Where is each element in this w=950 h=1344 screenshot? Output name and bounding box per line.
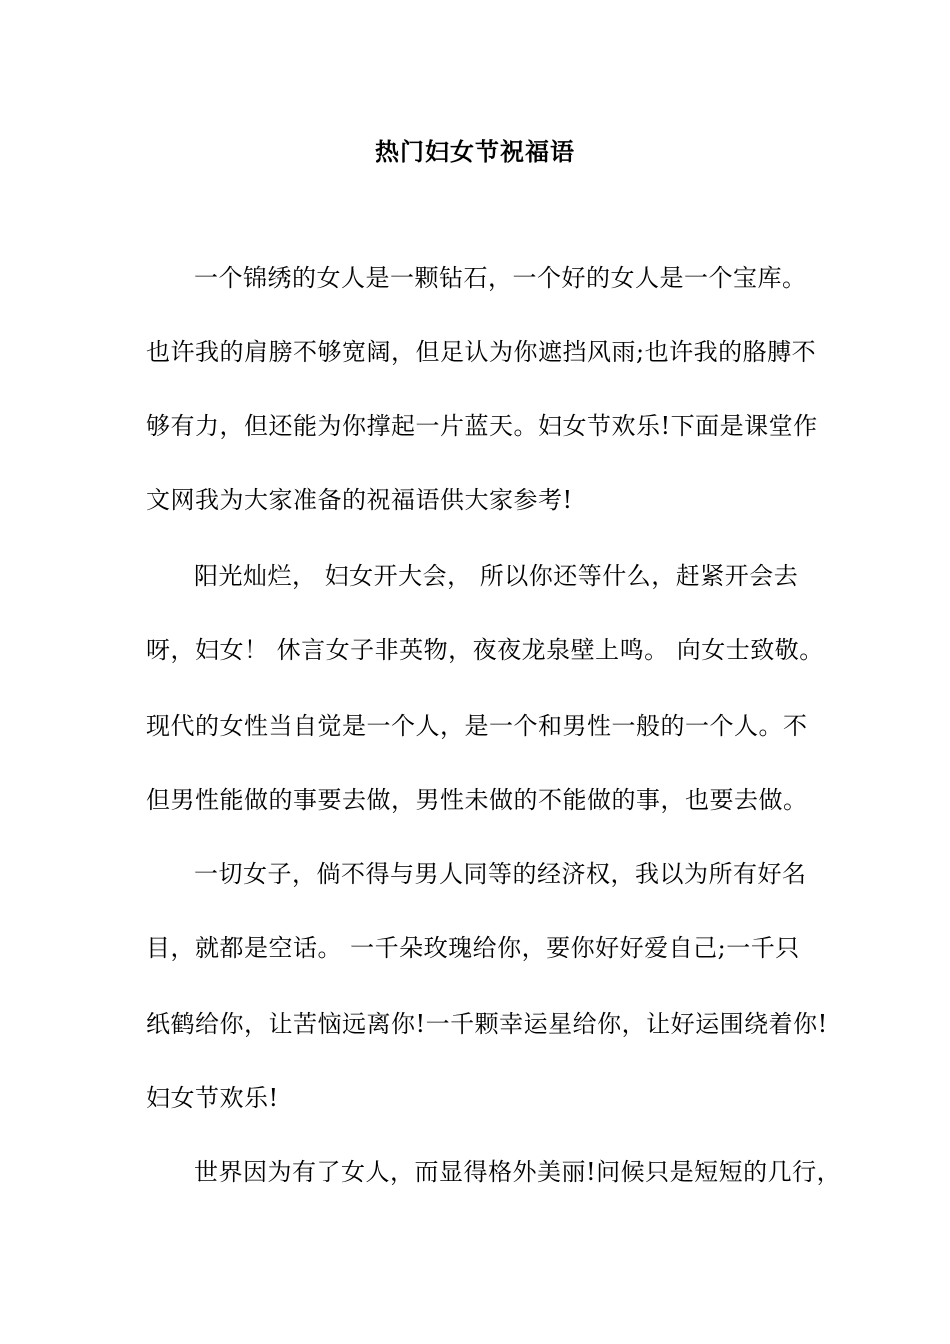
paragraph-line: 文网我为大家准备的祝福语供大家参考!: [146, 486, 573, 514]
paragraph-line: 呀，妇女！ 休言女子非英物，夜夜龙泉壁上鸣。 向女士致敬。: [146, 636, 824, 664]
paragraph-line: 也许我的肩膀不够宽阔，但足认为你遮挡风雨;也许我的胳膊不: [146, 338, 817, 366]
paragraph-line: 纸鹤给你，让苦恼远离你!一千颗幸运星给你，让好运围绕着你!: [146, 1010, 828, 1038]
paragraph-line: 现代的女性当自觉是一个人，是一个和男性一般的一个人。不: [146, 712, 808, 740]
paragraph-line: 但男性能做的事要去做，男性未做的不能做的事，也要去做。: [146, 786, 808, 814]
page-title: 热门妇女节祝福语: [375, 137, 575, 166]
paragraph-line: 阳光灿烂， 妇女开大会， 所以你还等什么，赶紧开会去: [194, 562, 799, 590]
paragraph-line: 妇女节欢乐!: [146, 1084, 279, 1112]
paragraph-line: 一切女子，倘不得与男人同等的经济权，我以为所有好名: [194, 860, 807, 888]
paragraph-line: 够有力，但还能为你撑起一片蓝天。妇女节欢乐!下面是课堂作: [146, 412, 818, 440]
paragraph-line: 一个锦绣的女人是一颗钻石，一个好的女人是一个宝库。: [194, 264, 807, 292]
paragraph-line: 目，就都是空话。 一千朵玫瑰给你，要你好好爱自己;一千只: [146, 934, 800, 962]
paragraph-line: 世界因为有了女人，而显得格外美丽!问候只是短短的几行，: [194, 1158, 842, 1186]
